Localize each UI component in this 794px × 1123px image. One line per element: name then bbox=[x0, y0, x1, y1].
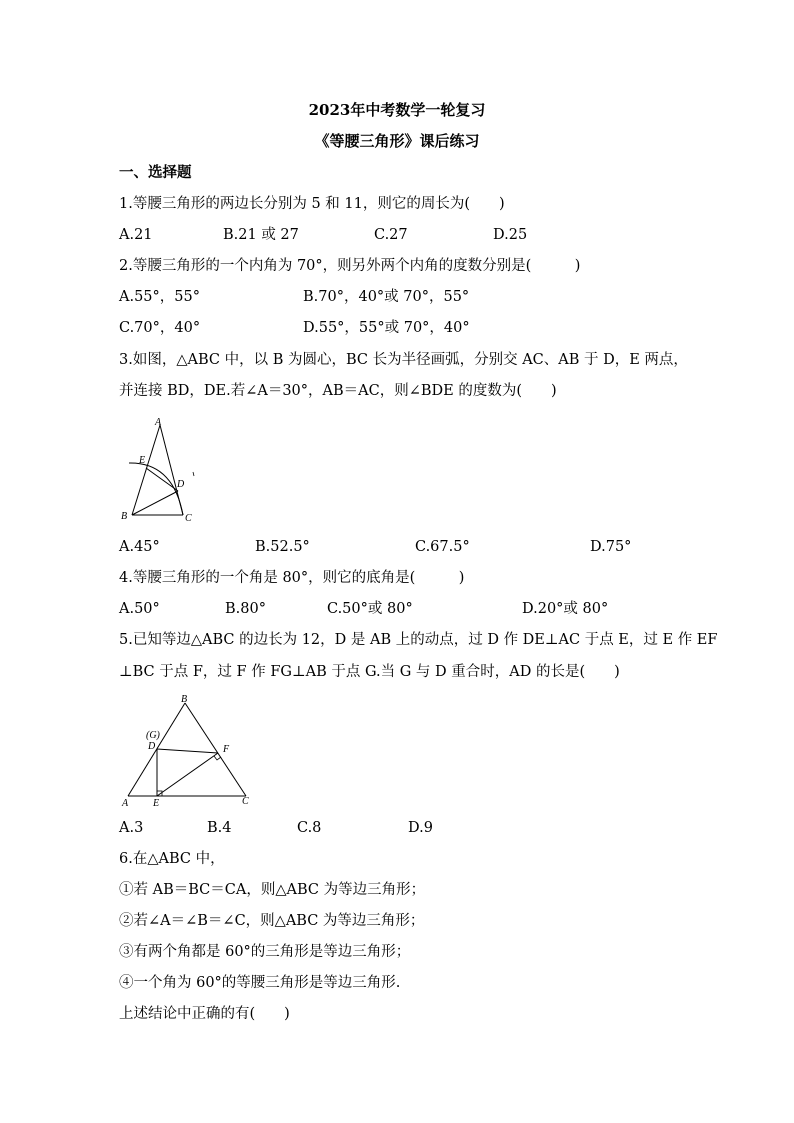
question-2-option-d: D.55°，55°或 70°，40° bbox=[303, 320, 470, 336]
label-e: E bbox=[153, 798, 160, 809]
label-b: B bbox=[181, 694, 188, 705]
question-6-statement-2: ②若∠A＝∠B＝∠C，则△ABC 为等边三角形； bbox=[119, 913, 425, 929]
question-5-option-d: D.9 bbox=[408, 820, 433, 836]
label-d: D bbox=[177, 479, 185, 490]
question-1-option-a: A.21 bbox=[119, 227, 153, 243]
question-3-figure bbox=[115, 412, 205, 527]
question-2-option-b: B.70°，40°或 70°，55° bbox=[303, 289, 470, 305]
question-3-stem-line-2: 并连接 BD，DE.若∠A＝30°，AB＝AC，则∠BDE 的度数为( ) bbox=[119, 383, 557, 399]
question-1-option-c: C.27 bbox=[374, 227, 408, 243]
label-d: D bbox=[148, 741, 156, 752]
question-3-option-d: D.75° bbox=[590, 539, 632, 555]
label-c: C bbox=[242, 796, 249, 807]
question-4-stem: 4.等腰三角形的一个角是 80°，则它的底角是( ) bbox=[119, 570, 465, 586]
question-3-option-a: A.45° bbox=[119, 539, 160, 555]
label-a: A bbox=[155, 417, 162, 428]
arc-centered-b bbox=[129, 463, 183, 515]
question-4-option-c: C.50°或 80° bbox=[327, 601, 413, 617]
question-5-option-c: C.8 bbox=[297, 820, 322, 836]
question-1-option-d: D.25 bbox=[493, 227, 528, 243]
label-f: F bbox=[223, 744, 230, 755]
question-3-option-b: B.52.5° bbox=[255, 539, 310, 555]
segment-ef bbox=[157, 753, 218, 796]
question-4-option-b: B.80° bbox=[225, 601, 266, 617]
side-bc bbox=[185, 703, 246, 796]
segment-bd bbox=[132, 491, 178, 515]
question-6-statement-4: ④一个角为 60°的等腰三角形是等边三角形. bbox=[119, 975, 401, 991]
question-1-option-b: B.21 或 27 bbox=[223, 227, 299, 243]
side-ab bbox=[132, 425, 160, 515]
label-g: (G) bbox=[146, 730, 160, 741]
question-1-stem: 1.等腰三角形的两边长分别为 5 和 11，则它的周长为( ) bbox=[119, 196, 505, 212]
section-heading: 一、选择题 bbox=[119, 164, 192, 181]
segment-fd bbox=[157, 749, 218, 753]
question-6-statement-3: ③有两个角都是 60°的三角形是等边三角形； bbox=[119, 944, 411, 960]
question-6-prompt: 上述结论中正确的有( ) bbox=[119, 1006, 290, 1022]
arc-tick bbox=[193, 472, 194, 476]
document-title: 2023年中考数学一轮复习 bbox=[308, 101, 486, 119]
question-4-option-d: D.20°或 80° bbox=[522, 601, 609, 617]
question-5-figure bbox=[120, 690, 260, 810]
question-5-stem-line-1: 5.已知等边△ABC 的边长为 12，D 是 AB 上的动点，过 D 作 DE⊥AC 于点 E，过 E 作 EF bbox=[119, 632, 718, 648]
question-5-option-b: B.4 bbox=[207, 820, 232, 836]
question-6-statement-1: ①若 AB＝BC＝CA，则△ABC 为等边三角形； bbox=[119, 882, 426, 898]
label-a: A bbox=[122, 798, 129, 809]
label-b: B bbox=[121, 511, 128, 522]
question-6-stem: 6.在△ABC 中， bbox=[119, 851, 225, 867]
question-3-stem-line-1: 3.如图，△ABC 中，以 B 为圆心，BC 长为半径画弧，分别交 AC、AB 于 D，E 两点， bbox=[119, 352, 688, 368]
question-2-stem: 2.等腰三角形的一个内角为 70°，则另外两个内角的度数分别是( ) bbox=[119, 258, 581, 274]
document-subtitle: 《等腰三角形》课后练习 bbox=[314, 132, 480, 150]
question-5-option-a: A.3 bbox=[119, 820, 144, 836]
question-3-option-c: C.67.5° bbox=[415, 539, 470, 555]
question-2-option-c: C.70°，40° bbox=[119, 320, 201, 336]
question-2-option-a: A.55°，55° bbox=[119, 289, 200, 305]
label-e: E bbox=[139, 455, 146, 466]
question-4-option-a: A.50° bbox=[119, 601, 160, 617]
label-c: C bbox=[185, 513, 192, 524]
question-5-stem-line-2: ⊥BC 于点 F，过 F 作 FG⊥AB 于点 G.当 G 与 D 重合时，AD 的长是( ) bbox=[119, 664, 620, 680]
